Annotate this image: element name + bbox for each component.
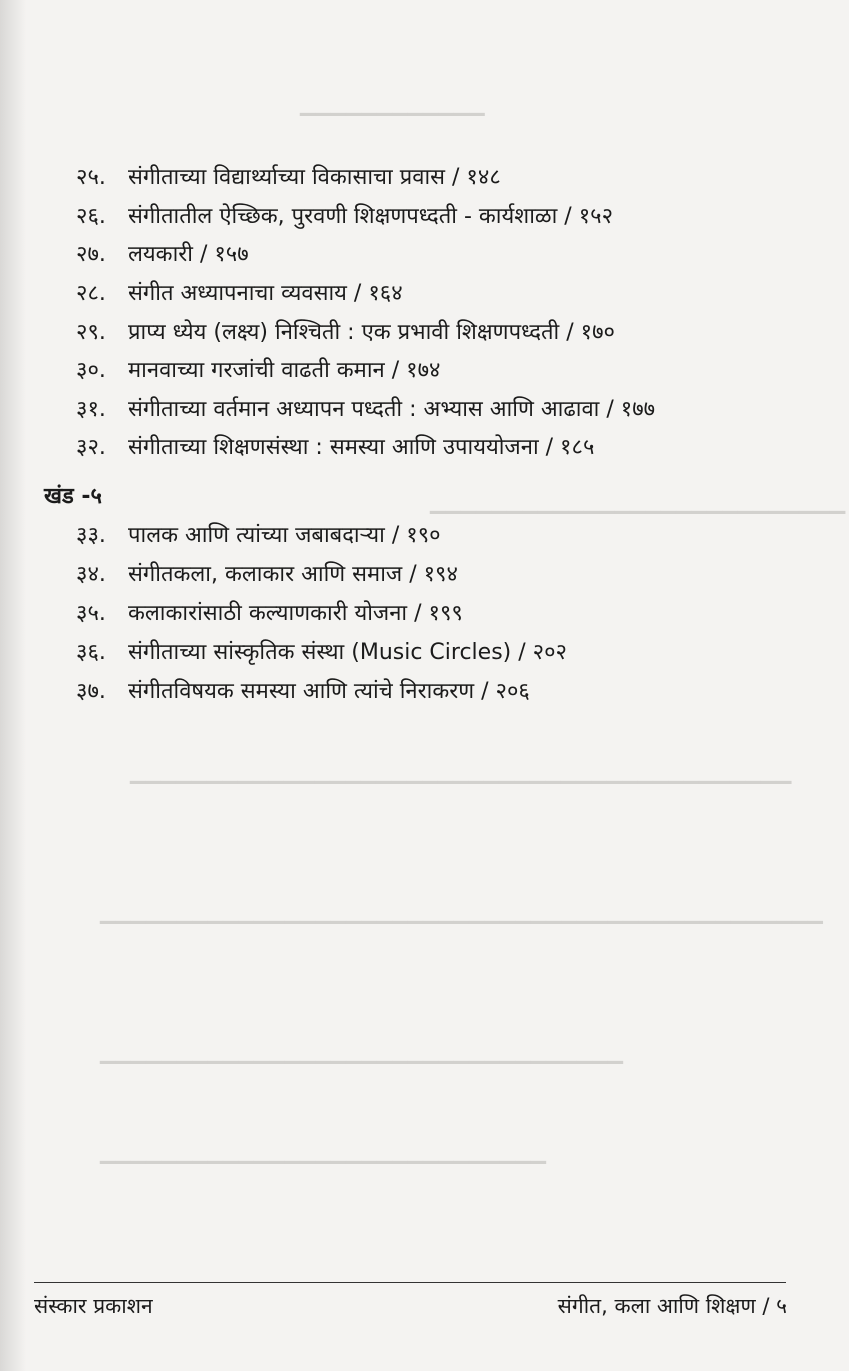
toc-entry-number: २७. [76, 242, 106, 267]
toc-entry-title: संगीतातील ऐच्छिक, पुरवणी शिक्षणपध्दती - कार्यशाळा / १५२ [128, 204, 614, 229]
toc-entry-number: ३२. [76, 435, 106, 460]
footer-publisher: संस्कार प्रकाशन [34, 1294, 153, 1318]
toc-entry [76, 395, 655, 425]
footer-book-title-page: संगीत, कला आणि शिक्षण / ५ [557, 1294, 787, 1318]
toc-entry [76, 318, 615, 348]
toc-entry-title: लयकारी / १५७ [128, 242, 249, 267]
toc-entry-title: संगीतकला, कलाकार आणि समाज / १९४ [128, 562, 458, 587]
toc-entry-number: ३१. [76, 397, 106, 422]
toc-entry-title: संगीतविषयक समस्या आणि त्यांचे निराकरण / २०६ [128, 679, 530, 704]
show-through: ▁▁▁▁▁▁▁▁▁▁▁▁▁▁▁▁▁▁▁▁▁▁▁▁▁▁▁▁▁▁▁▁▁▁▁▁▁▁▁▁▁▁▁▁▁▁▁ [100, 900, 823, 924]
toc-entry-title: प्राप्य ध्येय (लक्ष्य) निश्चिती : एक प्रभावी शिक्षणपध्दती / १७० [128, 320, 615, 345]
toc-entry-title: संगीताच्या शिक्षणसंस्था : समस्या आणि उपाययोजना / १८५ [128, 435, 595, 460]
toc-entry [76, 356, 440, 386]
toc-entry-title: संगीताच्या विद्यार्थ्याच्या विकासाचा प्रवास / १४८ [128, 165, 501, 190]
toc-entry [76, 279, 403, 309]
toc-entry-number: २९. [76, 320, 106, 345]
toc-entry-title: संगीत अध्यापनाचा व्यवसाय / १६४ [128, 281, 403, 306]
footer-divider [34, 1282, 786, 1283]
toc-entry [76, 677, 530, 707]
page-binding-shadow [0, 0, 26, 1371]
toc-entry-number: २६. [76, 204, 106, 229]
toc-entry [76, 599, 463, 629]
show-through: ▁▁▁▁▁▁▁▁▁▁▁▁ [300, 92, 485, 116]
toc-entry [76, 433, 594, 463]
toc-entry-title: मानवाच्या गरजांची वाढती कमान / १७४ [128, 358, 441, 383]
toc-entry [76, 560, 458, 590]
section-heading: खंड -५ [44, 484, 102, 509]
toc-entry-title: पालक आणि त्यांच्या जबाबदाऱ्या / १९० [128, 523, 441, 548]
toc-entry [76, 638, 567, 668]
toc-entry [76, 163, 501, 193]
toc-entry-number: ३४. [76, 562, 106, 587]
toc-entry-number: २५. [76, 165, 106, 190]
toc-entry-number: ३६. [76, 640, 106, 665]
toc-entry-number: ३५. [76, 601, 106, 626]
toc-entry [76, 202, 613, 232]
toc-entry [76, 521, 441, 551]
toc-entry-title: संगीताच्या वर्तमान अध्यापन पध्दती : अभ्यास आणि आढावा / १७७ [128, 397, 656, 422]
toc-entry-number: ३३. [76, 523, 106, 548]
toc-entry-number: ३७. [76, 679, 106, 704]
toc-entry-number: २८. [76, 281, 106, 306]
toc-entry-number: ३०. [76, 358, 106, 383]
show-through: ▁▁▁▁▁▁▁▁▁▁▁▁▁▁▁▁▁▁▁▁▁▁▁▁▁▁▁ [430, 490, 846, 514]
show-through: ▁▁▁▁▁▁▁▁▁▁▁▁▁▁▁▁▁▁▁▁▁▁▁▁▁▁▁▁▁▁▁▁▁▁ [100, 1040, 623, 1064]
toc-entry-title: कलाकारांसाठी कल्याणकारी योजना / १९९ [128, 601, 463, 626]
show-through: ▁▁▁▁▁▁▁▁▁▁▁▁▁▁▁▁▁▁▁▁▁▁▁▁▁▁▁▁▁▁▁▁▁▁▁▁▁▁▁▁▁▁▁ [130, 760, 792, 784]
toc-entry [76, 240, 249, 270]
show-through: ▁▁▁▁▁▁▁▁▁▁▁▁▁▁▁▁▁▁▁▁▁▁▁▁▁▁▁▁▁ [100, 1140, 547, 1164]
toc-entry-title: संगीताच्या सांस्कृतिक संस्था (Music Circles) / २०२ [128, 640, 567, 665]
